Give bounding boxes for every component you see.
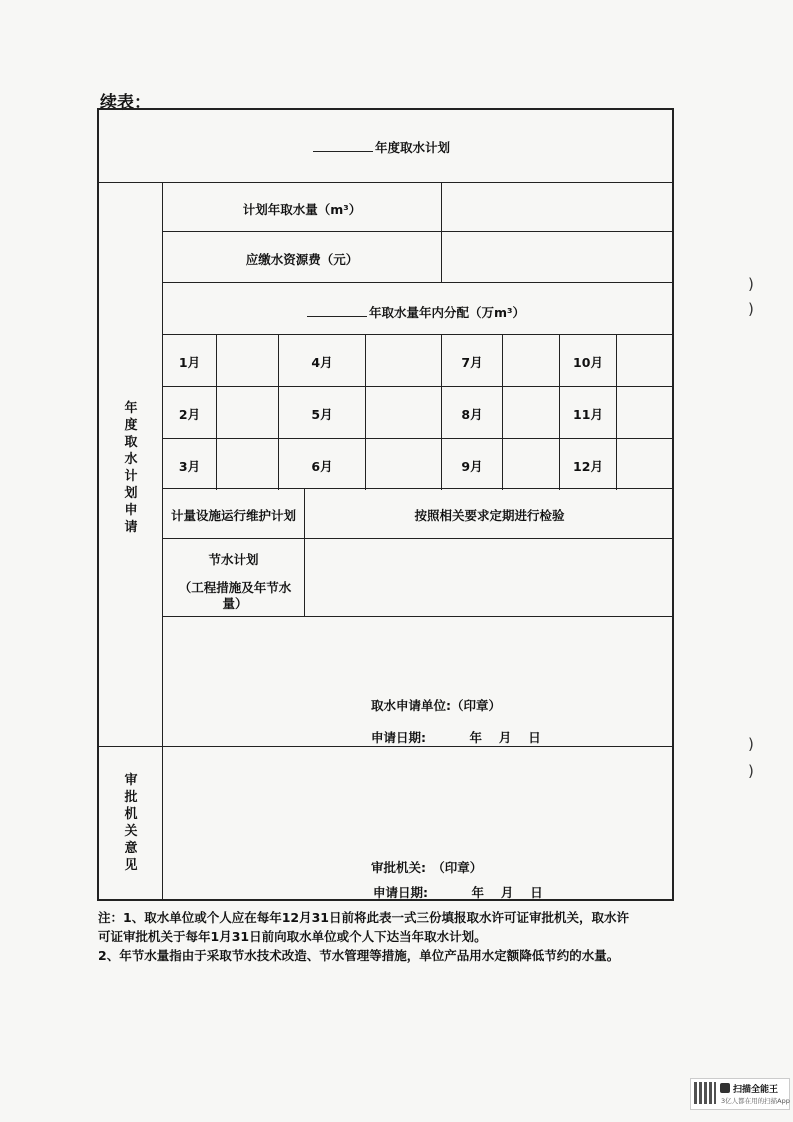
approval-date [373,883,543,901]
approval-date-label: 申请日期: [373,885,428,900]
plan-section-label: 年度取水计划申请 [124,401,138,535]
scanner-tagline: 3亿人都在用的扫描App [721,1097,790,1105]
binding-mark: ) [748,735,754,753]
apply-date-label: 申请日期: [371,730,426,745]
saving-label: 节水计划 [208,552,259,567]
month-label-11: 11月 [573,407,603,422]
month-label-6: 6月 [311,459,333,474]
year-blank[interactable] [313,139,373,152]
month-label-10: 10月 [573,355,603,370]
fee-label: 应缴水资源费（元） [245,252,359,267]
month-label-1: 1月 [178,355,201,370]
month-label-9: 9月 [461,459,483,474]
scanner-logo-icon [720,1083,730,1093]
approval-authority: 审批机关: （印章） [371,860,483,875]
footnotes [98,908,688,965]
scanner-watermark [690,1078,790,1110]
approval-section-label: 审批机关意见 [124,773,138,873]
distribution-title [307,303,525,321]
month-label-2: 2月 [178,407,201,422]
approval-date-parts: 年 月 日 [471,885,543,900]
metering-value[interactable]: 按照相关要求定期进行检验 [414,508,565,523]
note-line-2: 可证审批机关于每年1月31日前向取水单位或个人下达当年取水计划。 [98,929,487,944]
month-label-3: 3月 [178,459,201,474]
month-label-7: 7月 [461,355,483,370]
qr-code-icon [694,1082,716,1104]
plan-title-text: 年度取水计划 [375,140,451,155]
plan-title [313,138,450,156]
distribution-title-text: 年取水量年内分配（万m³） [369,305,526,320]
month-label-8: 8月 [461,407,483,422]
binding-mark: ) [748,275,754,293]
continuation-heading: 续表： [100,93,151,113]
applicant-unit: 取水申请单位:（印章） [371,698,501,713]
note-line-1: 注：1、取水单位或个人应在每年12月31日前将此表一式三份填报取水许可证审批机关，取水许 [98,910,629,925]
distribution-year-blank[interactable] [307,304,367,317]
form-table [97,108,674,901]
month-label-4: 4月 [311,355,333,370]
fee-field[interactable] [443,233,672,281]
binding-mark: ) [748,762,754,780]
month-label-5: 5月 [311,407,333,422]
saving-sublabel: （工程措施及年节水量） [178,580,292,611]
saving-field[interactable] [306,540,672,614]
annual-volume-field[interactable] [443,184,672,230]
annual-volume-label: 计划年取水量（m³） [242,202,362,217]
metering-label: 计量设施运行维护计划 [170,508,296,523]
note-line-3: 2、年节水量指由于采取节水技术改造、节水管理等措施，单位产品用水定额降低节约的水量。 [98,948,620,963]
apply-date-parts: 年 月 日 [469,730,541,745]
month-label-12: 12月 [573,459,603,474]
scanner-app-name: 扫描全能王 [733,1085,779,1095]
binding-mark: ) [748,300,754,318]
apply-date [371,728,541,746]
